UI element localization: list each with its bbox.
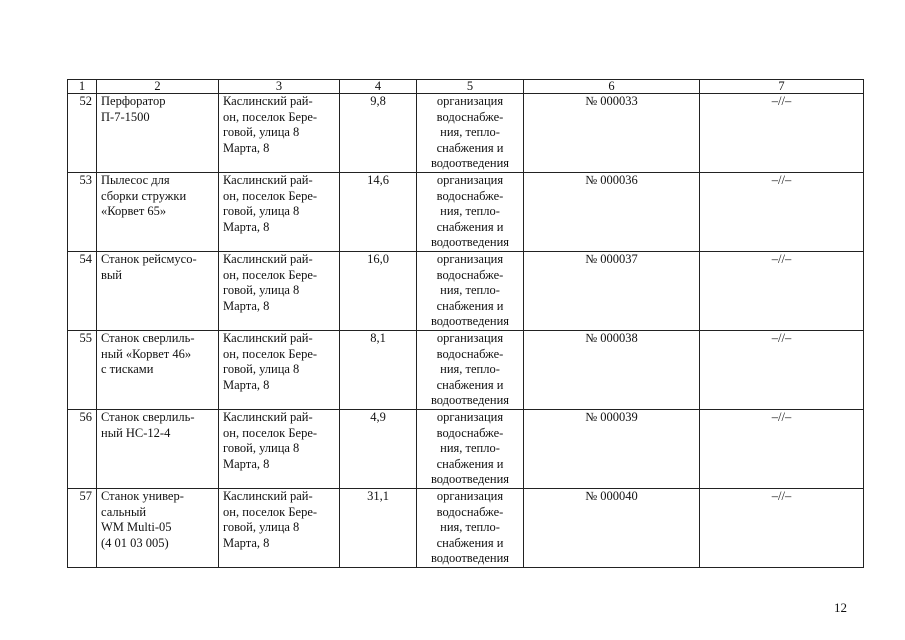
table-row — [68, 410, 864, 489]
organization-type: организация водоснабже- ния, тепло- снабжения и водоотведения — [417, 94, 524, 173]
location-address: Каслинский рай- он, поселок Бере- говой, улица 8 Марта, 8 — [219, 410, 340, 489]
ditto-mark: –//– — [700, 94, 864, 173]
ditto-mark: –//– — [700, 489, 864, 568]
organization-type: организация водоснабже- ния, тепло- снабжения и водоотведения — [417, 489, 524, 568]
location-address: Каслинский рай- он, поселок Бере- говой, улица 8 Марта, 8 — [219, 94, 340, 173]
column-number-2: 2 — [97, 80, 219, 94]
inventory-number: № 000037 — [524, 252, 700, 331]
page-number: 12 — [834, 600, 847, 615]
column-number-6: 6 — [524, 80, 700, 94]
organization-type: организация водоснабже- ния, тепло- снабжения и водоотведения — [417, 173, 524, 252]
location-address: Каслинский рай- он, поселок Бере- говой, улица 8 Марта, 8 — [219, 252, 340, 331]
value-cell: 31,1 — [340, 489, 417, 568]
table-row — [68, 331, 864, 410]
row-number: 53 — [68, 173, 97, 252]
value-cell: 4,9 — [340, 410, 417, 489]
row-number: 57 — [68, 489, 97, 568]
column-number-1: 1 — [68, 80, 97, 94]
inventory-number: № 000033 — [524, 94, 700, 173]
equipment-name: Пылесос для сборки стружки «Корвет 65» — [97, 173, 219, 252]
inventory-number: № 000036 — [524, 173, 700, 252]
row-number: 54 — [68, 252, 97, 331]
row-number: 52 — [68, 94, 97, 173]
equipment-name: Станок сверлиль- ный «Корвет 46» с тисками — [97, 331, 219, 410]
location-address: Каслинский рай- он, поселок Бере- говой, улица 8 Марта, 8 — [219, 173, 340, 252]
equipment-table — [67, 79, 864, 568]
table-row — [68, 94, 864, 173]
inventory-number: № 000038 — [524, 331, 700, 410]
column-number-4: 4 — [340, 80, 417, 94]
location-address: Каслинский рай- он, поселок Бере- говой, улица 8 Марта, 8 — [219, 489, 340, 568]
organization-type: организация водоснабже- ния, тепло- снабжения и водоотведения — [417, 331, 524, 410]
value-cell: 8,1 — [340, 331, 417, 410]
equipment-name: Станок рейсмусо- вый — [97, 252, 219, 331]
location-address: Каслинский рай- он, поселок Бере- говой, улица 8 Марта, 8 — [219, 331, 340, 410]
column-number-3: 3 — [219, 80, 340, 94]
row-number: 55 — [68, 331, 97, 410]
equipment-name: Перфоратор П-7-1500 — [97, 94, 219, 173]
ditto-mark: –//– — [700, 410, 864, 489]
column-number-header-row — [68, 80, 864, 94]
table-row — [68, 489, 864, 568]
column-number-5: 5 — [417, 80, 524, 94]
value-cell: 9,8 — [340, 94, 417, 173]
ditto-mark: –//– — [700, 331, 864, 410]
equipment-name: Станок универ- сальный WM Multi-05 (4 01 03 005) — [97, 489, 219, 568]
equipment-name: Станок сверлиль- ный НС-12-4 — [97, 410, 219, 489]
ditto-mark: –//– — [700, 252, 864, 331]
inventory-number: № 000040 — [524, 489, 700, 568]
value-cell: 14,6 — [340, 173, 417, 252]
inventory-number: № 000039 — [524, 410, 700, 489]
table-row — [68, 252, 864, 331]
value-cell: 16,0 — [340, 252, 417, 331]
table-row — [68, 173, 864, 252]
row-number: 56 — [68, 410, 97, 489]
column-number-7: 7 — [700, 80, 864, 94]
organization-type: организация водоснабже- ния, тепло- снабжения и водоотведения — [417, 410, 524, 489]
ditto-mark: –//– — [700, 173, 864, 252]
organization-type: организация водоснабже- ния, тепло- снабжения и водоотведения — [417, 252, 524, 331]
